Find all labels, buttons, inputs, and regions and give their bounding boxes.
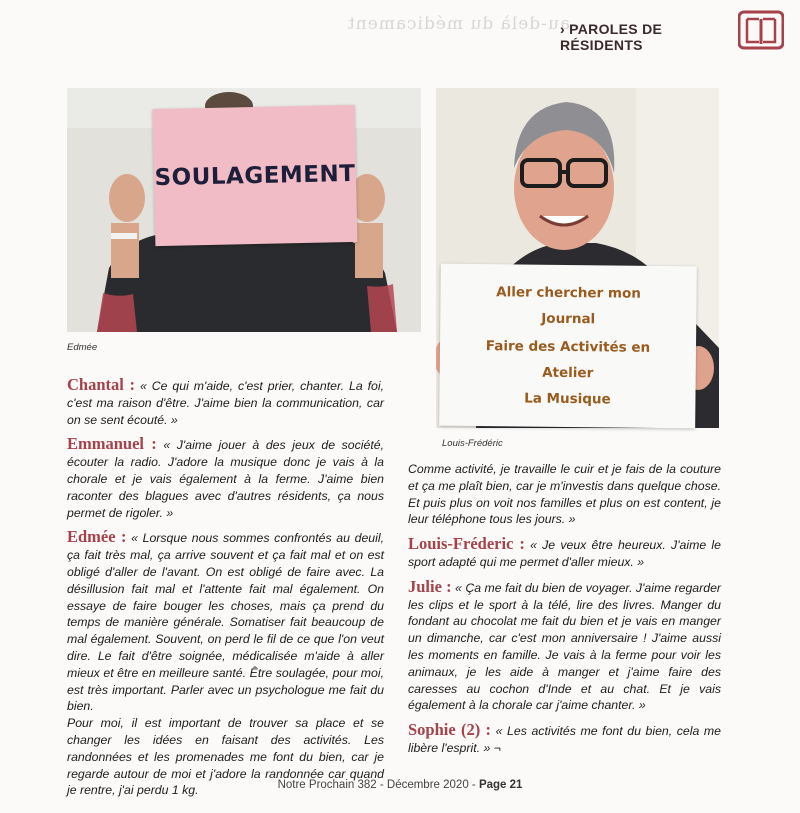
testimonial-louis-frederic — [408, 536, 721, 571]
testimonial-chantal — [67, 377, 384, 428]
testimonial-text: « Les activités me font du bien, cela me libère l'esprit. » ¬ — [408, 724, 722, 755]
section-label: › PAROLES DE RÉSIDENTS — [560, 21, 663, 53]
caption-louis-frederic: Louis-Frédéric — [442, 438, 503, 449]
caption-edmee: Edmée — [67, 342, 98, 353]
speaker-name: Chantal : — [67, 375, 135, 394]
right-text-column — [408, 461, 721, 765]
page-footer — [0, 779, 800, 791]
sign-line: Aller chercher mon — [496, 284, 641, 302]
testimonial-edmee-continued: Pour moi, il est important de trouver sa place et se changer les idées en faisant des activités. Les randonnées et les promenades me font du bien, car je regarde autour de moi et j'adore la randonnée car quand je rentre, j'ai perdu 1 kg. — [67, 716, 384, 798]
testimonial-julie — [408, 576, 722, 714]
testimonial-text: « Je veux être heureux. J'aime le sport adapté qui me permet d'aller mieux. » — [408, 538, 721, 569]
sign-louis-frederic — [439, 264, 697, 429]
testimonial-text: « J'aime jouer à des jeux de société, écouter la radio. J'adore la musique donc je vais à la chorale et je vais également à la ferme. J'aime bien raconter des blagues avec d'autres résidents, ça nous permet de rigoler. » — [67, 438, 385, 520]
footer-text: Notre Prochain 382 - Décembre 2020 - — [277, 779, 479, 791]
sign-line: La Musique — [524, 390, 611, 408]
left-text-column — [67, 377, 384, 807]
testimonial-edmee — [67, 529, 384, 715]
speaker-name: Edmée : — [67, 527, 127, 547]
bleed-through-text: au-delà du médicament — [346, 14, 570, 34]
sign-line: Faire des Activités en — [485, 338, 651, 356]
page-number: Page 21 — [478, 779, 523, 791]
sign-soulagement-text: SOULAGEMENT — [154, 160, 356, 192]
testimonial-text: « Ça me fait du bien de voyager. J'aime regarder les clips et le sport à la télé, lire des livres. Manger du fondant au chocolat me fait du bien et je vais en manger un dimanche, car c'est mon anniversaire ! J'aime aussi les moments en famille. Je vais à la ferme pour voir les animaux, je les aide à manger et j'aime faire des caresses au cochon d'Inde et au chat. Et je vais également à la chorale car j'aime chanter. » — [408, 580, 722, 713]
testimonial-sophie — [408, 722, 721, 757]
speaker-name: Sophie (2) : — [408, 720, 492, 740]
testimonial-emmanuel — [67, 436, 384, 521]
speaker-name: Julie : — [408, 576, 452, 596]
speaker-name: Louis-Fréderic : — [408, 534, 525, 554]
sign-soulagement — [153, 105, 358, 246]
open-book-icon — [738, 10, 784, 50]
testimonial-continued: Comme activité, je travaille le cuir et je fais de la couture et ça me plaît bien, car je m'investis dans quelque chose. Et puis plus on voit nos familles et plus on est content, je leur téléphone tous les jours. » — [408, 462, 721, 527]
testimonial-text: « Ce qui m'aide, c'est prier, chanter. La foi, c'est ma raison d'être. J'aime bien la communication, car on se sent écouté. » — [67, 379, 385, 427]
sign-line: Atelier — [542, 364, 594, 382]
testimonial-text: « Lorsque nous sommes confrontés au deuil, ça fait très mal, ça arrive souvent et ça fait mal et on est obligé d'aller de l'avant. On est obligé de faire avec. La désillusion fait mal et l'attente fait mal également. On essaye de faire bouger les choses, mais ça prend du temps de manière générale. Somatiser fait beaucoup de mal également. Souvent, on perd le fil de ce que l'on veut dire. Le fait d'être soignée, médicalisée m'aide à aller mieux et être en meilleure santé. Être soulagée, pour moi, est très important. Parler avec un psychologue me fait du bien. — [67, 531, 384, 714]
speaker-name: Emmanuel : — [67, 434, 157, 454]
sign-line: Journal — [541, 310, 596, 328]
